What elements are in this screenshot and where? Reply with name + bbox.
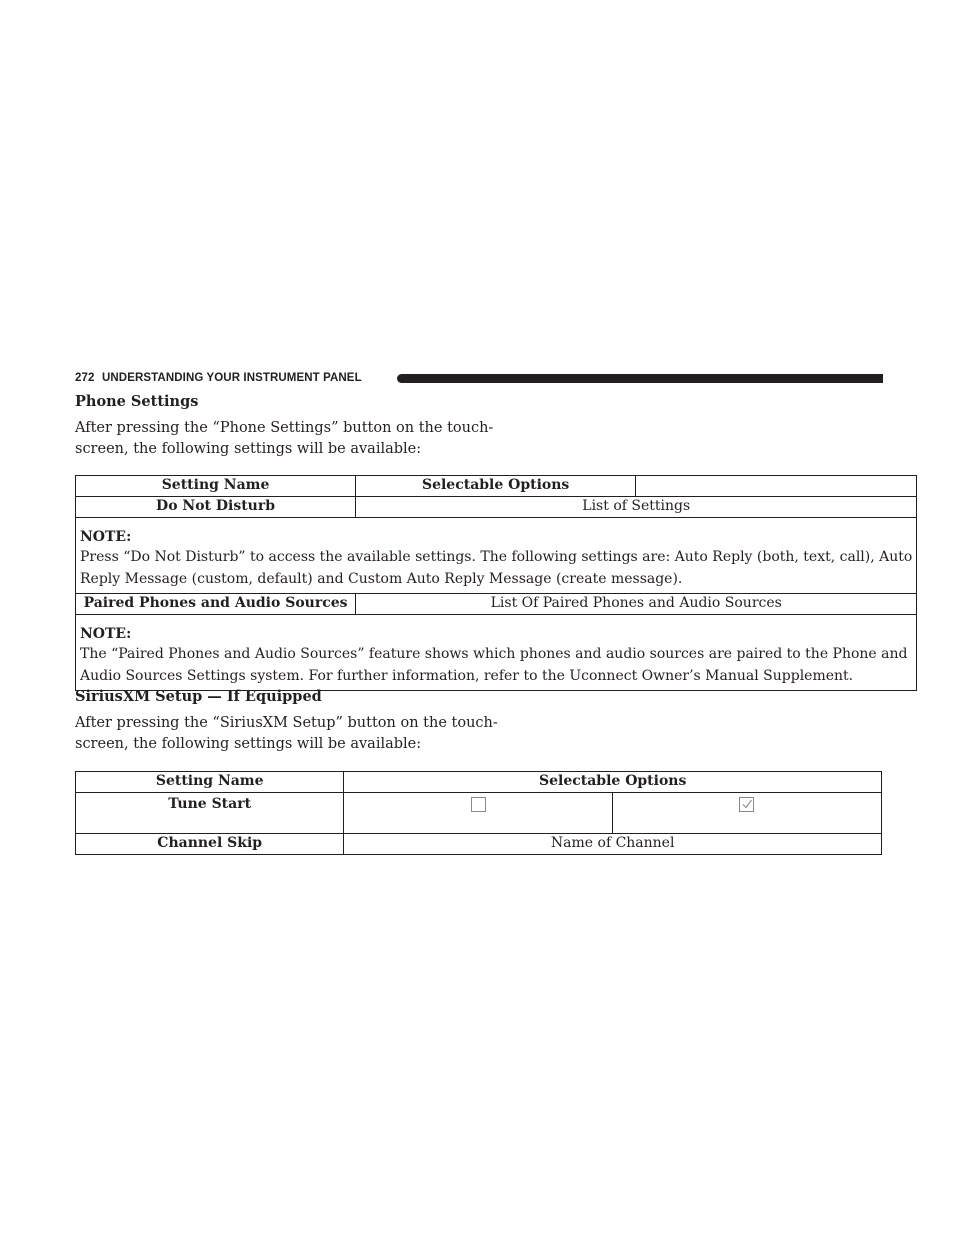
intro-line: After pressing the “Phone Settings” button on the touch- (75, 420, 494, 436)
col-setting-name: Setting Name (76, 476, 356, 497)
option-cell-checked (612, 793, 881, 834)
note-cell (76, 518, 917, 594)
siriusxm-intro (75, 713, 498, 755)
phone-settings-heading: Phone Settings (75, 393, 199, 410)
note-cell (76, 615, 917, 691)
table-note-row (76, 518, 917, 594)
intro-line: After pressing the “SiriusXM Setup” button on the touch- (75, 715, 498, 731)
setting-name-cell: Channel Skip (76, 834, 344, 855)
checkbox-unchecked-icon (471, 797, 486, 812)
section-title: UNDERSTANDING YOUR INSTRUMENT PANEL (102, 372, 362, 384)
page-header (75, 371, 883, 385)
note-label: NOTE: (80, 626, 132, 642)
intro-line: screen, the following settings will be available: (75, 736, 422, 752)
setting-name-cell: Paired Phones and Audio Sources (76, 594, 356, 615)
setting-name-cell: Tune Start (76, 793, 344, 834)
table-row (76, 497, 917, 518)
note-line: Reply Message (custom, default) and Custom Auto Reply Message (create message). (80, 571, 683, 587)
phone-settings-intro (75, 418, 494, 460)
table-row (76, 594, 917, 615)
col-selectable-options: Selectable Options (356, 476, 636, 497)
col-setting-name: Setting Name (76, 772, 344, 793)
col-empty (636, 476, 917, 497)
col-selectable-options: Selectable Options (344, 772, 882, 793)
note-label: NOTE: (80, 529, 132, 545)
checkbox-checked-icon (739, 797, 754, 812)
intro-line: screen, the following settings will be available: (75, 441, 422, 457)
table-header-row (76, 476, 917, 497)
selectable-options-cell: List Of Paired Phones and Audio Sources (356, 594, 917, 615)
siriusxm-settings-table (75, 771, 882, 855)
table-note-row (76, 615, 917, 691)
selectable-options-cell: List of Settings (356, 497, 917, 518)
table-row (76, 793, 882, 834)
phone-settings-table (75, 475, 917, 691)
setting-name-cell: Do Not Disturb (76, 497, 356, 518)
note-line: The “Paired Phones and Audio Sources” feature shows which phones and audio sources are paired to the Phone and (80, 646, 908, 662)
selectable-options-cell: Name of Channel (344, 834, 882, 855)
table-row (76, 834, 882, 855)
note-line: Press “Do Not Disturb” to access the available settings. The following settings are: Auto Reply (both, text, call), Auto (80, 549, 913, 565)
note-line: Audio Sources Settings system. For further information, refer to the Uconnect Owner’s Manual Supplement. (80, 668, 854, 684)
siriusxm-heading: SiriusXM Setup — If Equipped (75, 688, 322, 705)
header-rule (397, 374, 883, 383)
option-cell-unchecked (344, 793, 612, 834)
table-header-row (76, 772, 882, 793)
page-number: 272 (75, 372, 95, 384)
